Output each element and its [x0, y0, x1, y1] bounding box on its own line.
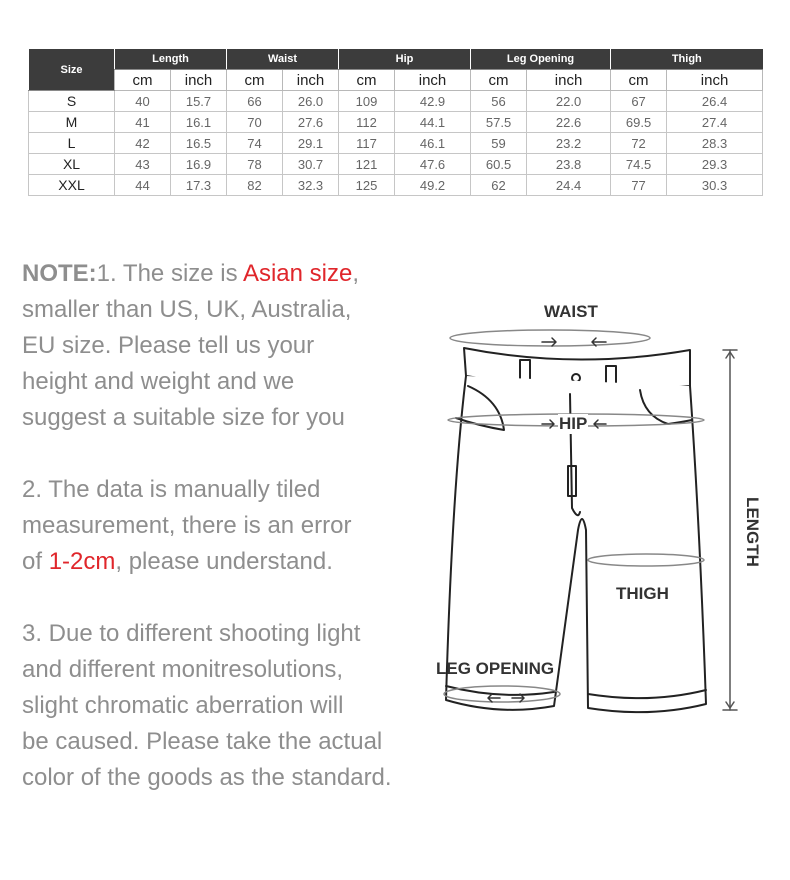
- table-cell: 22.6: [527, 112, 611, 133]
- table-group-header-row: [29, 49, 763, 70]
- table-cell: 46.1: [395, 133, 471, 154]
- leg-opening-label: LEG OPENING: [436, 659, 555, 678]
- group-header-waist: Waist: [227, 49, 339, 70]
- table-cell: 67: [611, 91, 667, 112]
- note-1-first-line: [22, 256, 452, 292]
- unit-header-inch: inch: [667, 70, 763, 91]
- note-2-last-line: [22, 544, 452, 580]
- table-cell: 30.3: [667, 175, 763, 196]
- group-header-hip: Hip: [339, 49, 471, 70]
- table-cell: 26.0: [283, 91, 339, 112]
- table-cell: 16.1: [171, 112, 227, 133]
- size-column-header: Size: [29, 49, 115, 91]
- note-label: NOTE:: [22, 260, 97, 287]
- size-table: [28, 49, 763, 196]
- table-cell: 30.7: [283, 154, 339, 175]
- note-2-highlight: 1-2cm: [48, 548, 116, 575]
- table-cell: 47.6: [395, 154, 471, 175]
- table-cell: 41: [115, 112, 171, 133]
- table-cell: 49.2: [395, 175, 471, 196]
- table-cell: 125: [339, 175, 395, 196]
- unit-header-cm: cm: [115, 70, 171, 91]
- size-cell: S: [29, 91, 115, 112]
- note-1-text-end: ,: [352, 260, 360, 287]
- table-cell: 59: [471, 133, 527, 154]
- unit-header-cm: cm: [611, 70, 667, 91]
- note-2-line: 2. The data is manually tiled: [22, 476, 321, 503]
- table-cell: 42.9: [395, 91, 471, 112]
- table-row: [29, 175, 763, 196]
- table-row: [29, 112, 763, 133]
- unit-header-inch: inch: [171, 70, 227, 91]
- table-unit-header-row: [29, 70, 763, 91]
- unit-header-inch: inch: [395, 70, 471, 91]
- note-1-text: 1. The size is: [96, 260, 243, 287]
- table-cell: 74: [227, 133, 283, 154]
- table-cell: 16.5: [171, 133, 227, 154]
- table-cell: 117: [339, 133, 395, 154]
- table-row: [29, 91, 763, 112]
- table-cell: 40: [115, 91, 171, 112]
- table-row: [29, 154, 763, 175]
- table-cell: 62: [471, 175, 527, 196]
- note-2-text: of: [22, 548, 49, 575]
- unit-header-cm: cm: [339, 70, 395, 91]
- table-cell: 74.5: [611, 154, 667, 175]
- table-cell: 43: [115, 154, 171, 175]
- table-cell: 23.2: [527, 133, 611, 154]
- table-cell: 109: [339, 91, 395, 112]
- note-1-highlight: Asian size: [242, 260, 353, 287]
- table-cell: 17.3: [171, 175, 227, 196]
- table-cell: 28.3: [667, 133, 763, 154]
- note-2-text-end: , please understand.: [115, 548, 333, 575]
- table-cell: 29.3: [667, 154, 763, 175]
- size-cell: L: [29, 133, 115, 154]
- table-cell: 60.5: [471, 154, 527, 175]
- table-cell: 23.8: [527, 154, 611, 175]
- size-cell: M: [29, 112, 115, 133]
- table-cell: 72: [611, 133, 667, 154]
- table-cell: 66: [227, 91, 283, 112]
- table-cell: 69.5: [611, 112, 667, 133]
- size-cell: XL: [29, 154, 115, 175]
- table-cell: 29.1: [283, 133, 339, 154]
- shorts-measurement-diagram: [430, 290, 790, 730]
- table-cell: 27.6: [283, 112, 339, 133]
- table-cell: 24.4: [527, 175, 611, 196]
- group-header-length: Length: [115, 49, 227, 70]
- table-cell: 42: [115, 133, 171, 154]
- notes-section: [22, 256, 452, 796]
- table-cell: 77: [611, 175, 667, 196]
- hip-label: HIP: [559, 414, 588, 433]
- size-cell: XXL: [29, 175, 115, 196]
- unit-header-cm: cm: [471, 70, 527, 91]
- note-3-line: color of the goods as the standard.: [22, 764, 392, 791]
- table-cell: 82: [227, 175, 283, 196]
- table-cell: 56: [471, 91, 527, 112]
- table-cell: 70: [227, 112, 283, 133]
- table-row: [29, 133, 763, 154]
- table-cell: 121: [339, 154, 395, 175]
- note-3-line: be caused. Please take the actual: [22, 728, 383, 755]
- group-header-leg-opening: Leg Opening: [471, 49, 611, 70]
- unit-header-inch: inch: [527, 70, 611, 91]
- table-cell: 78: [227, 154, 283, 175]
- note-2-line: measurement, there is an error: [22, 512, 352, 539]
- waist-label: WAIST: [544, 302, 598, 321]
- note-1-line: EU size. Please tell us your: [22, 332, 315, 359]
- thigh-label: THIGH: [616, 584, 669, 603]
- table-cell: 32.3: [283, 175, 339, 196]
- group-header-thigh: Thigh: [611, 49, 763, 70]
- table-cell: 44: [115, 175, 171, 196]
- length-label: LENGTH: [740, 494, 764, 570]
- note-3-line: 3. Due to different shooting light: [22, 620, 361, 647]
- table-cell: 57.5: [471, 112, 527, 133]
- unit-header-cm: cm: [227, 70, 283, 91]
- table-cell: 22.0: [527, 91, 611, 112]
- note-1-line: smaller than US, UK, Australia,: [22, 296, 352, 323]
- table-cell: 16.9: [171, 154, 227, 175]
- note-1-line: height and weight and we: [22, 368, 295, 395]
- note-3-line: slight chromatic aberration will: [22, 692, 344, 719]
- arrow-icon: [542, 338, 556, 346]
- unit-header-inch: inch: [283, 70, 339, 91]
- table-cell: 112: [339, 112, 395, 133]
- note-1-line: suggest a suitable size for you: [22, 404, 345, 431]
- waist-measure-ring: [450, 330, 650, 346]
- table-cell: 26.4: [667, 91, 763, 112]
- note-3-line: and different monitresolutions,: [22, 656, 344, 683]
- table-cell: 27.4: [667, 112, 763, 133]
- table-cell: 44.1: [395, 112, 471, 133]
- table-cell: 15.7: [171, 91, 227, 112]
